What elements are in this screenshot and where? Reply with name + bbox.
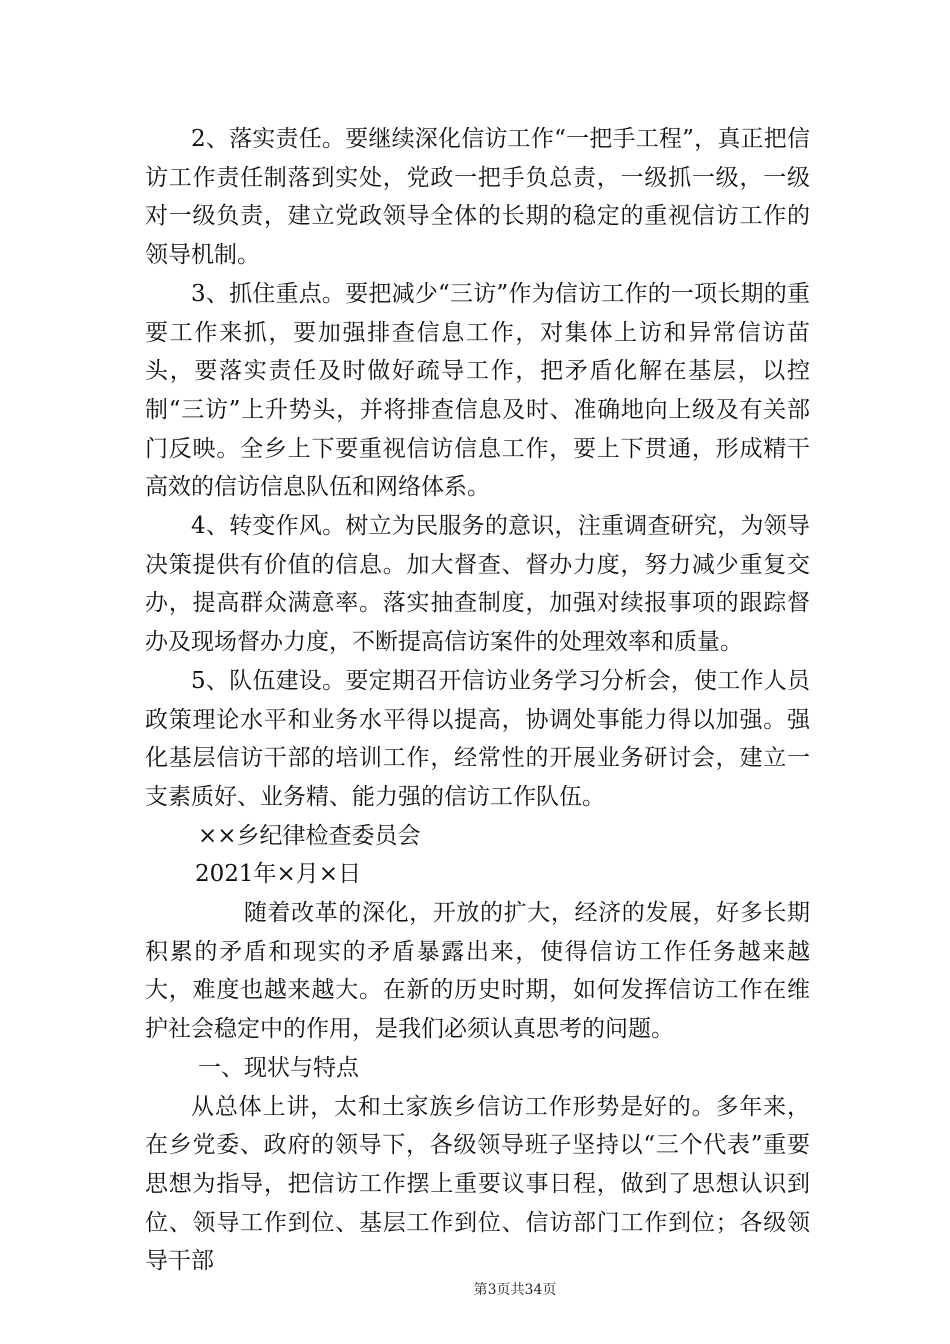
paragraph-status: 从总体上讲，太和土家族乡信访工作形势是好的。多年来，在乡党委、政府的领导下，各级领导班子坚持以“三个代表”重要思想为指导，把信访工作摆上重要议事日程，做到了思想认识到位、领导工作到位、基层工作到位、信访部门工作到位；各级领导干部 <box>145 1093 810 1275</box>
paragraph-intro: 随着改革的深化，开放的扩大，经济的发展，好多长期积累的矛盾和现实的矛盾暴露出来，使得信访工作任务越来越大，难度也越来越大。在新的历史时期，如何发挥信访工作在维护社会稳定中的作用，是我们必须认真思考的问题。 <box>145 900 810 1043</box>
signature-organization: ××乡纪律检查委员会 <box>198 822 421 849</box>
paragraph-team-building: 5、队伍建设。要定期召开信访业务学习分析会，使工作人员政策理论水平和业务水平得以提高，协调处事能力得以加强。强化基层信访干部的培训工作，经常性的开展业务研讨会，建立一支素质好、业务精、能力强的信访工作队伍。 <box>145 667 810 810</box>
document-body <box>145 120 810 1281</box>
paragraph-key-points: 3、抓住重点。要把减少“三访”作为信访工作的一项长期的重要工作来抓，要加强排查信息工作，对集体上访和异常信访苗头，要落实责任及时做好疏导工作，把矛盾化解在基层，以控制“三访”上升势头，并将排查信息及时、准确地向上级及有关部门反映。全乡上下要重视信访信息工作，要上下贯通，形成精干高效的信访信息队伍和网络体系。 <box>145 280 810 501</box>
page-number: 第3页共34页 <box>473 1282 557 1298</box>
paragraph-work-style: 4、转变作风。树立为民服务的意识，注重调查研究，为领导决策提供有价值的信息。加大督查、督办力度，努力减少重复交办，提高群众满意率。落实抽查制度，加强对续报事项的跟踪督办及现场督办力度，不断提高信访案件的处理效率和质量。 <box>145 513 810 656</box>
signature-date: 2021年×月×日 <box>195 861 362 888</box>
section-heading: 一、现状与特点 <box>198 1054 359 1081</box>
paragraph-responsibility: 2、落实责任。要继续深化信访工作“一把手工程”，真正把信访工作责任制落到实处，党政一把手负总责，一级抓一级，一级对一级负责，建立党政领导全体的长期的稳定的重视信访工作的领导机制。 <box>145 126 810 269</box>
